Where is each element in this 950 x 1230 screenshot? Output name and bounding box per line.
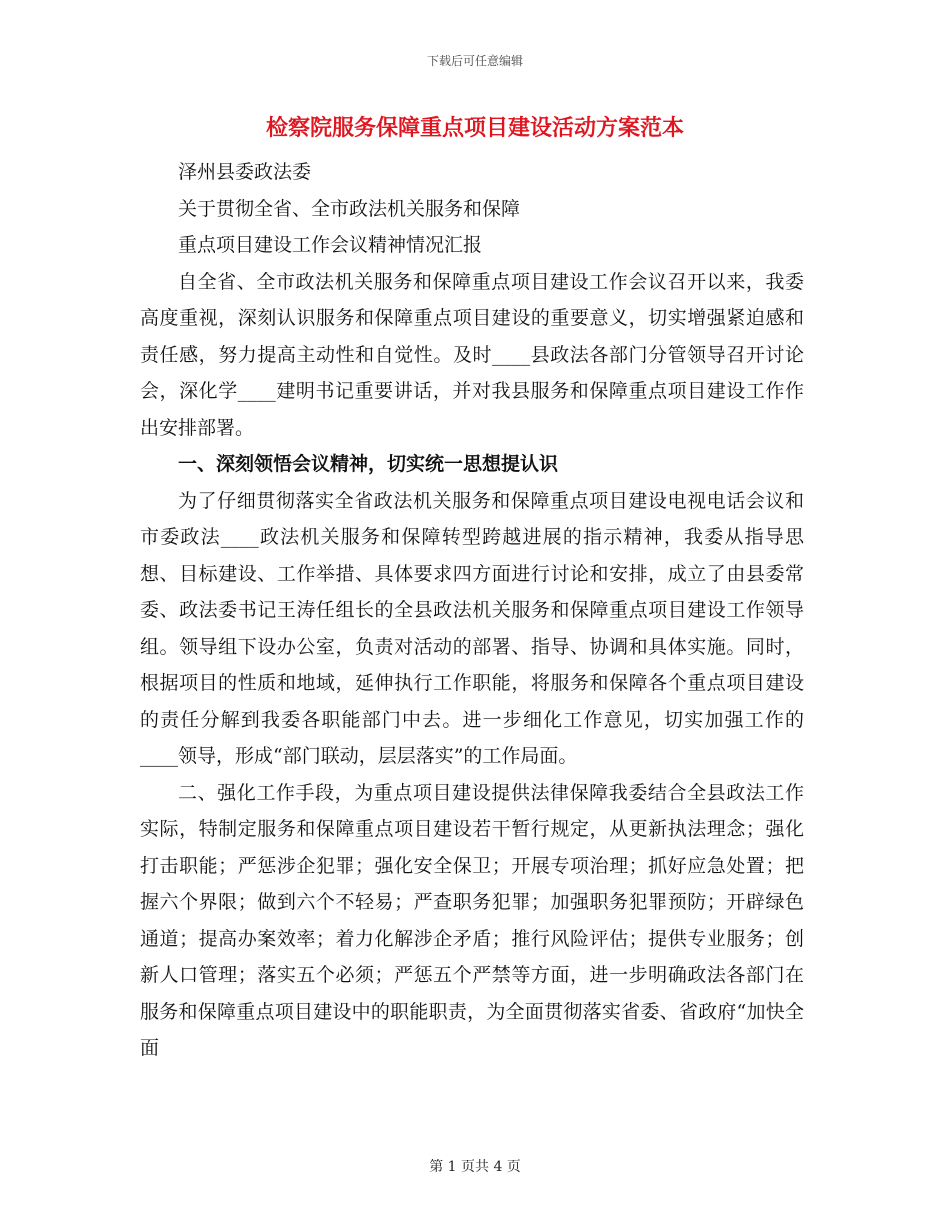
paragraph-section-2: 二、强化工作手段，为重点项目建设提供法律保障我委结合全县政法工作实际，特制定服务和保障重点项目建设若干暂行规定，从更新执法理念；强化打击职能；严惩涉企犯罪；强化安全保卫；开展专项治理；抓好应急处置；把握六个界限；做到六个不轻易；严查职务犯罪；加强职务犯罪预防；开辟绿色通道；提高办案效率；着力化解涉企矛盾；推行风险评估；提供专业服务；创新人口管理；落实五个必须；严惩五个严禁等方面，进一步明确政法各部门在服务和保障重点项目建设中的职能职责，为全面贯彻落实省委、省政府“加快全面 <box>140 781 804 1059</box>
header-note: 下载后可任意编辑 <box>426 54 523 68</box>
page-footer: 第 1 页共 4 页 <box>429 1159 521 1175</box>
document-body <box>140 154 804 1067</box>
document-title: 检察院服务保障重点项目建设活动方案范本 <box>265 115 684 141</box>
paragraph-intro: 自全省、全市政法机关服务和保障重点项目建设工作会议召开以来，我委高度重视，深刻认识服务和保障重点项目建设的重要意义，切实增强紧迫感和责任感，努力提高主动性和自觉性。及时____县政法各部门分管领导召开讨论会，深化学____建明书记重要讲话，并对我县服务和保障重点项目建设工作作出安排部署。 <box>140 270 804 439</box>
report-subtitle-line-1: 关于贯彻全省、全市政法机关服务和保障 <box>178 197 521 220</box>
issuer-line: 泽州县委政法委 <box>178 161 312 183</box>
section-heading-1: 一、深刻领悟会议精神，切实统一思想提认识 <box>178 453 559 475</box>
report-subtitle-line-2: 重点项目建设工作会议精神情况汇报 <box>178 234 483 256</box>
paragraph-section-1: 为了仔细贯彻落实全省政法机关服务和保障重点项目建设电视电话会议和市委政法____政法机关服务和保障转型跨越进展的指示精神，我委从指导思想、目标建设、工作举措、具体要求四方面进行讨论和安排，成立了由县委常委、政法委书记王涛任组长的全县政法机关服务和保障重点项目建设工作领导组。领导组下设办公室，负责对活动的部署、指导、协调和具体实施。同时，根据项目的性质和地域，延伸执行工作职能，将服务和保障各个重点项目建设的责任分解到我委各职能部门中去。进一步细化工作意见，切实加强工作的____领导，形成“部门联动，层层落实”的工作局面。 <box>140 489 804 767</box>
